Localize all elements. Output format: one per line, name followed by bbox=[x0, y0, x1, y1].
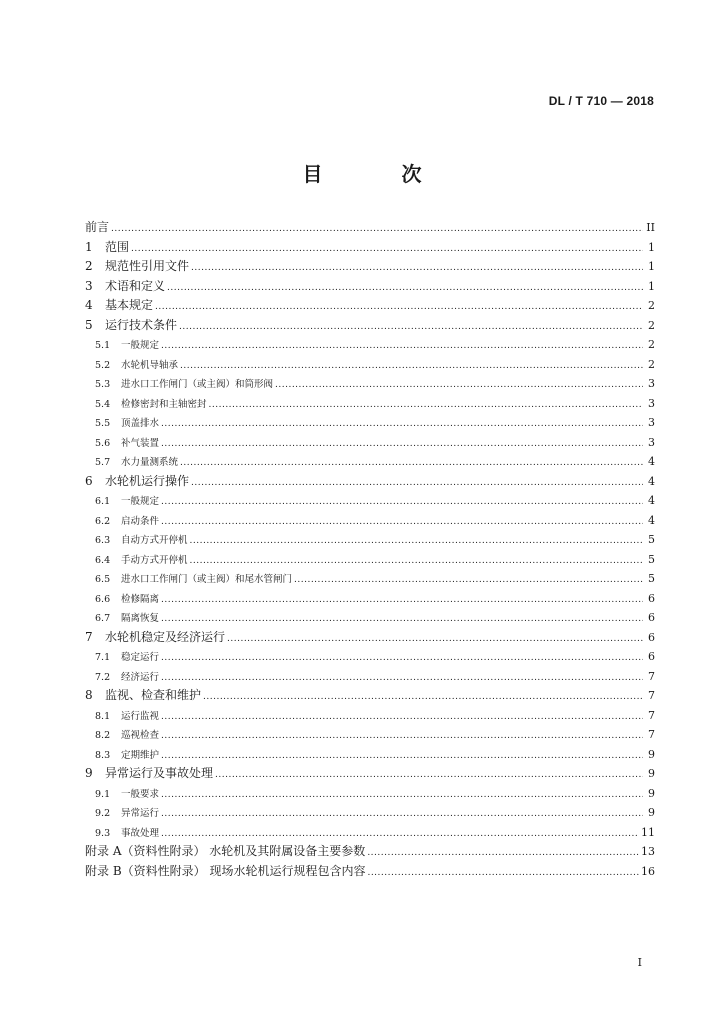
toc-entry-page: 3 bbox=[648, 416, 655, 429]
toc-entry-number: 8 bbox=[85, 688, 93, 702]
toc-entry-number: 5 bbox=[85, 317, 93, 332]
toc-entry[interactable] bbox=[85, 725, 655, 745]
toc-entry[interactable] bbox=[85, 511, 655, 531]
toc-entry-page: 9 bbox=[648, 786, 655, 800]
toc-entry-page: 2 bbox=[648, 299, 655, 312]
toc-entry-number: 5.3 bbox=[95, 379, 111, 390]
toc-entry-number: 7 bbox=[85, 629, 93, 644]
toc-entry-number: 6.4 bbox=[95, 554, 111, 566]
toc-entry-label: 基本规定 bbox=[105, 298, 154, 312]
toc-entry-number: 4 bbox=[85, 298, 93, 312]
toc-entry-page: 7 bbox=[648, 669, 655, 683]
toc-entry-page: 2 bbox=[648, 338, 655, 351]
toc-entry-page: 3 bbox=[648, 435, 655, 449]
toc-entry-number: 7.2 bbox=[95, 671, 111, 683]
toc-entry[interactable] bbox=[85, 433, 655, 453]
toc-entry-number: 6.7 bbox=[95, 613, 111, 624]
toc-entry-page: 9 bbox=[648, 767, 655, 780]
toc-leader-dots bbox=[161, 727, 643, 747]
toc-entry-label: 补气装置 bbox=[121, 437, 160, 449]
toc-entry-label: 自动方式开停机 bbox=[121, 535, 188, 546]
toc-entry-number: 1 bbox=[85, 239, 93, 254]
toc-entry[interactable] bbox=[85, 823, 655, 843]
toc-entry-label: 检修隔离 bbox=[121, 593, 160, 605]
toc-entry-page: 13 bbox=[641, 845, 655, 858]
toc-entry-page: 1 bbox=[648, 260, 655, 273]
toc-entry-page: 1 bbox=[648, 240, 655, 254]
toc-entry-page: 3 bbox=[648, 396, 655, 410]
toc-entry[interactable] bbox=[85, 842, 655, 862]
toc-entry[interactable] bbox=[85, 452, 655, 472]
toc-entry-page: 4 bbox=[648, 474, 655, 488]
toc-entry-number: 6.2 bbox=[95, 515, 111, 527]
toc-entry[interactable] bbox=[85, 608, 655, 628]
table-of-contents bbox=[85, 218, 655, 881]
toc-entry-label: 事故处理 bbox=[121, 827, 160, 839]
toc-entry[interactable] bbox=[85, 569, 655, 589]
toc-entry-number: 8.3 bbox=[95, 749, 111, 761]
toc-entry[interactable] bbox=[85, 355, 655, 375]
toc-entry-label: 检修密封和主轴密封 bbox=[121, 398, 207, 410]
toc-entry[interactable] bbox=[85, 238, 655, 258]
toc-entry[interactable] bbox=[85, 257, 655, 277]
toc-entry-label: 运行技术条件 bbox=[105, 317, 178, 332]
toc-entry[interactable] bbox=[85, 550, 655, 570]
toc-entry-number: 5.1 bbox=[95, 340, 111, 351]
toc-entry-label: 经济运行 bbox=[121, 671, 160, 683]
toc-entry-label: 一般规定 bbox=[121, 496, 160, 507]
toc-entry-page: 16 bbox=[641, 864, 655, 878]
toc-entry-number: 6.5 bbox=[95, 574, 111, 585]
toc-leader-dots bbox=[209, 396, 643, 416]
toc-entry-number: 9.1 bbox=[95, 788, 111, 800]
toc-entry-page: 7 bbox=[648, 728, 655, 741]
toc-entry-page: 4 bbox=[648, 494, 655, 507]
toc-entry-number: 8.1 bbox=[95, 710, 111, 722]
toc-entry-label: 异常运行及事故处理 bbox=[105, 766, 214, 780]
toc-entry-label: 巡视检查 bbox=[121, 730, 160, 741]
toc-entry-page: 7 bbox=[648, 689, 655, 702]
page-number: I bbox=[637, 956, 642, 969]
toc-leader-dots bbox=[227, 630, 643, 650]
toc-leader-dots bbox=[161, 493, 643, 513]
toc-leader-dots bbox=[275, 376, 643, 396]
toc-leader-dots bbox=[155, 298, 643, 318]
toc-entry-page: 5 bbox=[648, 533, 655, 546]
toc-entry-page: 5 bbox=[648, 572, 655, 585]
toc-entry-label: 手动方式开停机 bbox=[121, 554, 188, 566]
toc-leader-dots bbox=[190, 532, 643, 552]
toc-leader-dots bbox=[180, 454, 643, 474]
toc-entry[interactable] bbox=[85, 862, 655, 882]
toc-leader-dots bbox=[203, 688, 643, 708]
toc-entry[interactable] bbox=[85, 764, 655, 784]
toc-entry[interactable] bbox=[85, 628, 655, 648]
toc-entry[interactable] bbox=[85, 706, 655, 726]
toc-entry-label: 规范性引用文件 bbox=[105, 259, 190, 273]
toc-entry-page: II bbox=[646, 221, 655, 234]
toc-leader-dots bbox=[367, 864, 639, 884]
toc-entry-number: 3 bbox=[85, 278, 93, 293]
toc-entry-page: 11 bbox=[641, 825, 655, 839]
toc-entry-number: 6.3 bbox=[95, 535, 111, 546]
toc-entry-label: 一般要求 bbox=[121, 788, 160, 800]
toc-leader-dots bbox=[180, 357, 643, 377]
toc-entry-page: 2 bbox=[648, 318, 655, 332]
toc-entry-number: 5.6 bbox=[95, 437, 111, 449]
toc-entry[interactable] bbox=[85, 784, 655, 804]
toc-entry-page: 6 bbox=[648, 591, 655, 605]
toc-entry-page: 4 bbox=[648, 513, 655, 527]
toc-entry-label: 一般规定 bbox=[121, 340, 160, 351]
toc-leader-dots bbox=[161, 415, 643, 435]
toc-leader-dots bbox=[191, 474, 643, 494]
toc-entry[interactable] bbox=[85, 374, 655, 394]
toc-leader-dots bbox=[161, 591, 643, 611]
toc-entry-label: 启动条件 bbox=[121, 515, 160, 527]
toc-entry-label: 附录 A（资料性附录） 水轮机及其附属设备主要参数 bbox=[85, 844, 366, 858]
toc-leader-dots bbox=[161, 649, 643, 669]
toc-entry-label: 进水口工作闸门（或主阀）和筒形阀 bbox=[121, 379, 274, 390]
toc-leader-dots bbox=[161, 435, 643, 455]
toc-entry-label: 水轮机导轴承 bbox=[121, 359, 179, 371]
toc-leader-dots bbox=[161, 786, 643, 806]
toc-leader-dots bbox=[191, 259, 643, 279]
toc-entry-page: 4 bbox=[648, 455, 655, 468]
toc-entry[interactable] bbox=[85, 218, 655, 238]
toc-entry-label: 附录 B（资料性附录） 现场水轮机运行规程包含内容 bbox=[85, 863, 366, 878]
toc-entry-page: 2 bbox=[648, 357, 655, 371]
toc-entry[interactable] bbox=[85, 335, 655, 355]
toc-entry[interactable] bbox=[85, 296, 655, 316]
toc-entry[interactable] bbox=[85, 394, 655, 414]
toc-leader-dots bbox=[215, 766, 643, 786]
toc-entry[interactable] bbox=[85, 277, 655, 297]
toc-leader-dots bbox=[161, 747, 643, 767]
toc-leader-dots bbox=[161, 669, 643, 689]
toc-leader-dots bbox=[161, 805, 643, 825]
toc-entry[interactable] bbox=[85, 316, 655, 336]
toc-entry[interactable] bbox=[85, 530, 655, 550]
toc-entry[interactable] bbox=[85, 589, 655, 609]
toc-entry-page: 9 bbox=[648, 747, 655, 761]
toc-leader-dots bbox=[190, 552, 643, 572]
toc-entry-label: 水轮机运行操作 bbox=[105, 473, 190, 488]
toc-entry-number: 2 bbox=[85, 259, 93, 273]
toc-leader-dots bbox=[179, 318, 643, 338]
toc-entry-number: 8.2 bbox=[95, 730, 111, 741]
toc-entry-number: 5.5 bbox=[95, 418, 111, 429]
toc-entry-page: 6 bbox=[648, 630, 655, 644]
toc-entry-page: 3 bbox=[648, 377, 655, 390]
toc-entry-number: 5.2 bbox=[95, 359, 111, 371]
toc-entry-number: 5.7 bbox=[95, 457, 111, 468]
toc-entry-page: 9 bbox=[648, 806, 655, 819]
toc-entry[interactable] bbox=[85, 413, 655, 433]
toc-entry-number: 6 bbox=[85, 473, 93, 488]
doc-code: DL / T 710 — 2018 bbox=[548, 94, 654, 108]
toc-entry-label: 进水口工作闸门（或主阀）和尾水管闸门 bbox=[121, 574, 293, 585]
toc-entry-label: 定期维护 bbox=[121, 749, 160, 761]
toc-entry[interactable] bbox=[85, 491, 655, 511]
toc-entry-label: 稳定运行 bbox=[121, 652, 160, 663]
toc-entry-number: 6.6 bbox=[95, 593, 111, 605]
toc-entry[interactable] bbox=[85, 472, 655, 492]
toc-entry-label: 术语和定义 bbox=[105, 278, 166, 293]
toc-leader-dots bbox=[161, 513, 643, 533]
toc-leader-dots bbox=[167, 279, 643, 299]
toc-leader-dots bbox=[161, 337, 643, 357]
toc-entry-number: 5.4 bbox=[95, 398, 111, 410]
toc-entry-label: 隔离恢复 bbox=[121, 613, 160, 624]
toc-entry-number: 6.1 bbox=[95, 496, 111, 507]
toc-leader-dots bbox=[131, 240, 643, 260]
toc-entry[interactable] bbox=[85, 647, 655, 667]
toc-entry-label: 前言 bbox=[85, 220, 110, 234]
toc-entry-page: 6 bbox=[648, 611, 655, 624]
toc-entry-number: 9.3 bbox=[95, 827, 111, 839]
toc-entry[interactable] bbox=[85, 745, 655, 765]
toc-leader-dots bbox=[367, 844, 639, 864]
toc-entry-label: 水轮机稳定及经济运行 bbox=[105, 629, 226, 644]
toc-entry[interactable] bbox=[85, 803, 655, 823]
toc-leader-dots bbox=[111, 220, 643, 240]
toc-entry-page: 6 bbox=[648, 650, 655, 663]
toc-title: 目 次 bbox=[302, 162, 458, 186]
toc-entry-page: 5 bbox=[648, 552, 655, 566]
toc-entry-label: 运行监视 bbox=[121, 710, 160, 722]
toc-leader-dots bbox=[161, 610, 643, 630]
toc-entry-label: 范围 bbox=[105, 239, 130, 254]
toc-entry-number: 9 bbox=[85, 766, 93, 780]
toc-entry-number: 9.2 bbox=[95, 808, 111, 819]
toc-entry-number: 7.1 bbox=[95, 652, 111, 663]
toc-leader-dots bbox=[294, 571, 643, 591]
toc-leader-dots bbox=[161, 708, 643, 728]
toc-entry-label: 水力量测系统 bbox=[121, 457, 179, 468]
toc-entry-page: 7 bbox=[648, 708, 655, 722]
toc-entry-label: 顶盖排水 bbox=[121, 418, 160, 429]
toc-entry-label: 监视、检查和维护 bbox=[105, 688, 202, 702]
toc-entry[interactable] bbox=[85, 686, 655, 706]
toc-entry-page: 1 bbox=[648, 279, 655, 293]
toc-entry-label: 异常运行 bbox=[121, 808, 160, 819]
toc-entry[interactable] bbox=[85, 667, 655, 687]
